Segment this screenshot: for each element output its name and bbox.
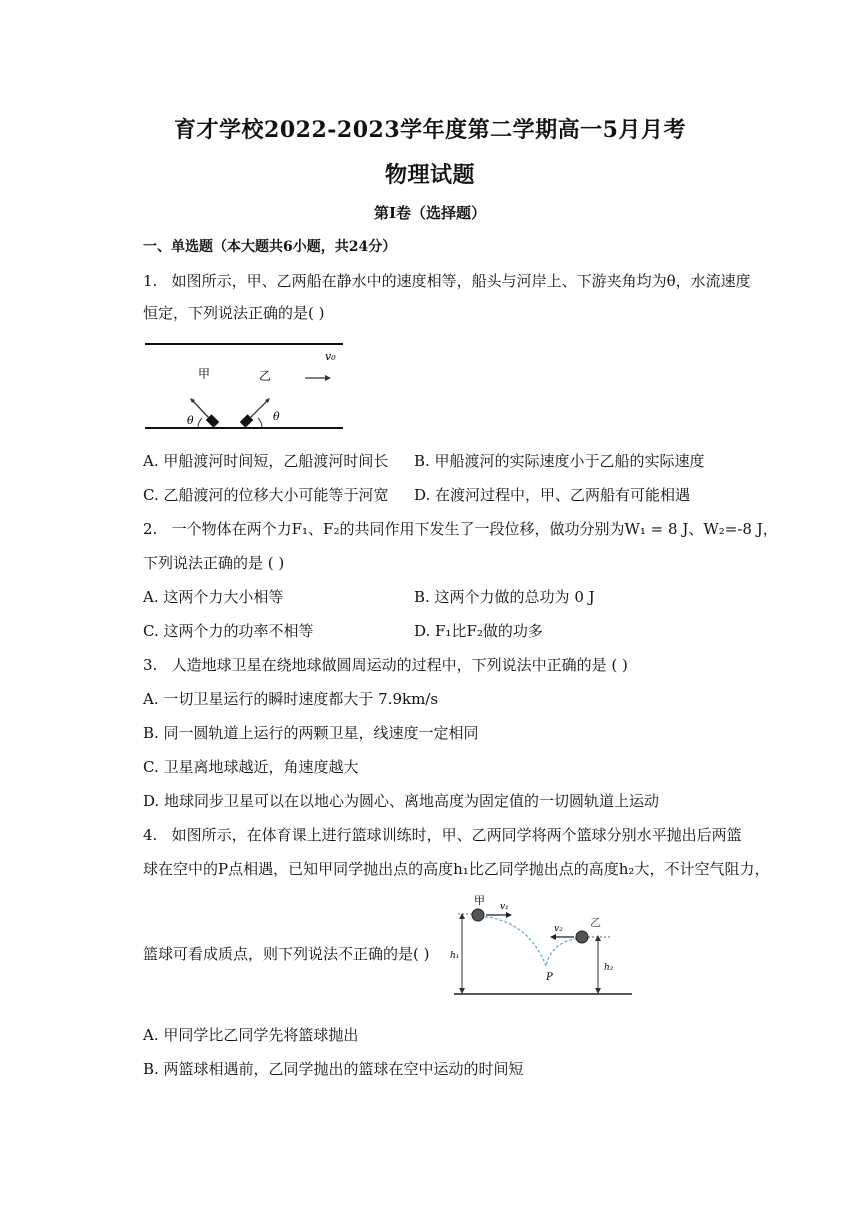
q4-basketball-figure xyxy=(448,890,636,1000)
q1-fig-theta-right: θ xyxy=(273,410,280,423)
q2-option-c[interactable]: C. 这两个力的功率不相等 xyxy=(143,622,314,640)
trajectory-yi xyxy=(546,938,582,966)
q3-number: 3. xyxy=(143,656,158,674)
volume-label: 第I卷（选择题） xyxy=(373,204,487,222)
q2-number: 2. xyxy=(143,520,158,538)
q4-fig-label-jia: 甲 xyxy=(474,894,485,907)
q3-option-d[interactable]: D. 地球同步卫星可以在以地心为圆心、离地高度为固定值的一切圆轨道上运动 xyxy=(143,792,660,810)
q1-number: 1. xyxy=(143,272,158,290)
q4-number: 4. xyxy=(143,826,158,844)
h1-dimension xyxy=(458,913,478,994)
q2-option-b[interactable]: B. 这两个力做的总功为 0 J xyxy=(414,588,595,606)
q2-line1 xyxy=(143,518,778,539)
q1-river-figure xyxy=(143,338,348,433)
boat-jia xyxy=(190,398,219,428)
trajectory-jia xyxy=(480,916,546,966)
q3-line1 xyxy=(143,654,628,675)
q3-option-a[interactable]: A. 一切卫星运行的瞬时速度都大于 7.9km/s xyxy=(143,690,439,708)
q1-text1: 如图所示，甲、乙两船在静水中的速度相等，船头与河岸上、下游夹角均为θ，水流速度 xyxy=(171,272,751,290)
q4-option-a[interactable]: A. 甲同学比乙同学先将篮球抛出 xyxy=(143,1026,359,1044)
ball-yi xyxy=(576,931,588,943)
q3-option-c[interactable]: C. 卫星离地球越近，角速度越大 xyxy=(143,758,359,776)
q1-option-c[interactable]: C. 乙船渡河的位移大小可能等于河宽 xyxy=(143,486,389,504)
q1-option-a[interactable]: A. 甲船渡河时间短，乙船渡河时间长 xyxy=(143,452,389,470)
q2-option-d[interactable]: D. F₁比F₂做的功多 xyxy=(414,622,543,640)
q1-fig-theta-left: θ xyxy=(187,414,194,427)
q4-fig-label-yi: 乙 xyxy=(590,916,601,929)
q2-option-a[interactable]: A. 这两个力大小相等 xyxy=(143,588,284,606)
q4-fig-label-h1: h₁ xyxy=(450,951,460,961)
q3-text1: 人造地球卫星在绕地球做圆周运动的过程中，下列说法中正确的是 ( ) xyxy=(171,656,628,674)
boat-yi xyxy=(240,398,270,428)
q1-option-d[interactable]: D. 在渡河过程中，甲、乙两船有可能相遇 xyxy=(414,486,691,504)
q3-option-b[interactable]: B. 同一圆轨道上运行的两颗卫星，线速度一定相同 xyxy=(143,724,479,742)
q1-fig-label-v0: v₀ xyxy=(325,350,336,363)
q1-option-b[interactable]: B. 甲船渡河的实际速度小于乙船的实际速度 xyxy=(414,452,705,470)
q2-text1: 一个物体在两个力F₁、F₂的共同作用下发生了一段位移，做功分别为W₁ = 8 J、W₂=-8 J， xyxy=(171,520,778,538)
q1-fig-label-jia: 甲 xyxy=(198,367,211,381)
exam-title: 育才学校2022-2023学年度第二学期高一5月月考 xyxy=(174,117,686,143)
q4-fig-label-h2: h₂ xyxy=(604,963,614,973)
q4-line3: 篮球可看成质点，则下列说法不正确的是( ) xyxy=(143,945,430,963)
q4-text1: 如图所示，在体育课上进行篮球训练时，甲、乙两同学将两个篮球分别水平抛出后两篮 xyxy=(171,826,742,844)
q2-line2: 下列说法正确的是 ( ) xyxy=(143,554,285,572)
ball-jia xyxy=(472,909,484,921)
q1-line1 xyxy=(143,270,751,291)
q4-fig-label-p: P xyxy=(546,972,553,983)
exam-subtitle: 物理试题 xyxy=(384,162,475,188)
q1-line2: 恒定，下列说法正确的是( ) xyxy=(143,304,325,322)
q1-fig-label-yi: 乙 xyxy=(259,369,272,383)
q4-line2: 球在空中的P点相遇，已知甲同学抛出点的高度h₁比乙同学抛出点的高度h₂大，不计空气阻力， xyxy=(143,860,770,878)
q4-fig-label-v1: v₁ xyxy=(500,902,509,912)
q4-fig-label-v2: v₂ xyxy=(554,924,563,934)
section-heading: 一、单选题（本大题共6小题，共24分） xyxy=(143,239,397,255)
flow-arrow xyxy=(305,375,331,381)
q4-option-b[interactable]: B. 两篮球相遇前，乙同学抛出的篮球在空中运动的时间短 xyxy=(143,1060,524,1078)
q4-line1 xyxy=(143,824,742,845)
